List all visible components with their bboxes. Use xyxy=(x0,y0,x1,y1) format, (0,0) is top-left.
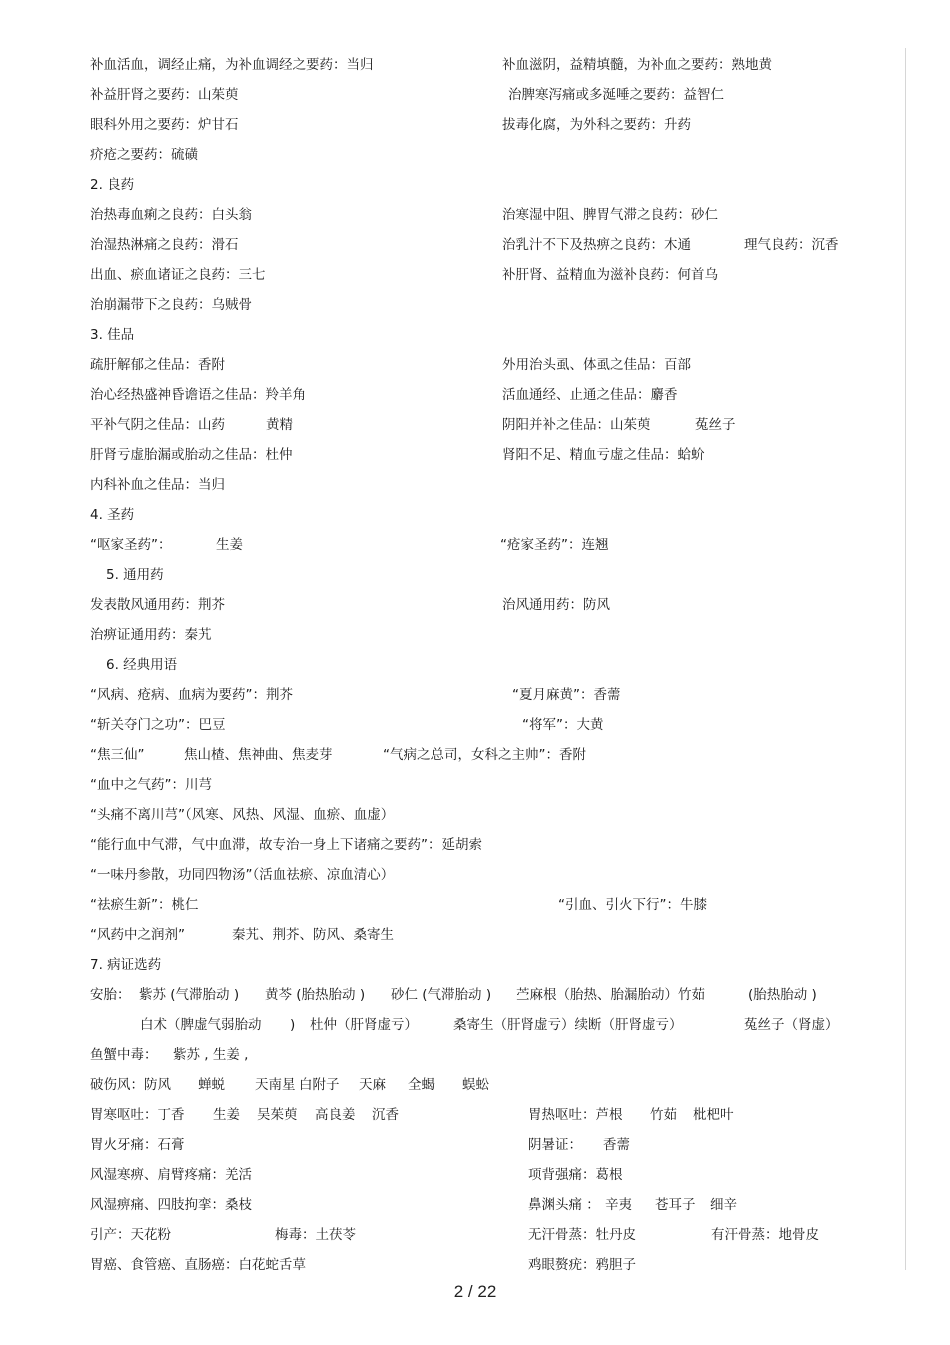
text-cell: 细辛 xyxy=(710,1197,737,1213)
text-line xyxy=(90,473,880,497)
text-cell: 菟丝子 xyxy=(695,417,736,433)
text-cell: 菟丝子（肾虚） xyxy=(744,1017,839,1033)
text-line xyxy=(90,833,880,857)
text-cell: 蝉蜕 xyxy=(198,1077,225,1093)
text-line xyxy=(90,923,880,947)
text-cell: 桑寄生（肝肾虚亏）续断（肝肾虚亏） xyxy=(453,1017,683,1033)
text-line xyxy=(90,443,880,467)
text-cell: 6. 经典用语 xyxy=(106,657,178,673)
text-cell: 香薷 xyxy=(603,1137,630,1153)
text-line xyxy=(90,143,880,167)
text-cell: 吴茱萸 xyxy=(257,1107,298,1123)
text-line xyxy=(90,1073,880,1097)
text-cell: 有汗骨蒸：地骨皮 xyxy=(711,1227,819,1243)
text-line xyxy=(90,113,880,137)
text-cell: 紫苏 , 生姜 , xyxy=(173,1047,249,1063)
text-line xyxy=(90,593,880,617)
text-cell: 天南星 xyxy=(255,1077,296,1093)
text-cell: 无汗骨蒸：牡丹皮 xyxy=(528,1227,636,1243)
text-line xyxy=(90,803,880,827)
text-cell: 治风通用药：防风 xyxy=(502,597,610,613)
text-cell: “风病、疮病、血病为要药”：荆芥 xyxy=(90,687,293,703)
text-line xyxy=(90,953,880,977)
text-cell: “疮家圣药”：连翘 xyxy=(500,537,609,553)
text-cell: 拔毒化腐，为外科之要药：升药 xyxy=(502,117,691,133)
text-line xyxy=(90,1133,880,1157)
text-cell: “能行血中气滞，气中血滞，故专治一身上下诸痛之要药”：延胡索 xyxy=(90,837,482,853)
text-cell: 肝肾亏虚胎漏或胎动之佳品：杜仲 xyxy=(90,447,293,463)
text-cell: (胎热胎动 ) xyxy=(748,987,817,1003)
text-line xyxy=(90,83,880,107)
text-cell: 胃热呕吐：芦根 xyxy=(528,1107,623,1123)
text-cell: 疏肝解郁之佳品：香附 xyxy=(90,357,225,373)
text-line xyxy=(90,233,880,257)
text-cell: ) xyxy=(290,1017,296,1033)
text-cell: 胃火牙痛：石膏 xyxy=(90,1137,185,1153)
text-cell: “斩关夺门之功”：巴豆 xyxy=(90,717,226,733)
text-line xyxy=(90,683,880,707)
text-cell: 风湿寒痹、肩臂疼痛：羌活 xyxy=(90,1167,252,1183)
text-cell: 外用治头虱、体虱之佳品：百部 xyxy=(502,357,691,373)
text-cell: 生姜 xyxy=(216,537,243,553)
text-cell: 胃癌、食管癌、直肠癌：白花蛇舌草 xyxy=(90,1257,306,1273)
text-line xyxy=(90,413,880,437)
text-line xyxy=(90,53,880,77)
text-cell: “夏月麻黄”：香薷 xyxy=(512,687,621,703)
text-cell: 治乳汁不下及热痹之良药：木通 xyxy=(502,237,691,253)
text-cell: 治寒湿中阻、脾胃气滞之良药：砂仁 xyxy=(502,207,718,223)
text-line xyxy=(90,1223,880,1247)
text-cell: 黄精 xyxy=(266,417,293,433)
text-cell: 发表散风通用药：荆芥 xyxy=(90,597,225,613)
text-cell: 胃寒呕吐：丁香 xyxy=(90,1107,185,1123)
text-cell: “引血、引火下行”：牛膝 xyxy=(558,897,707,913)
text-cell: 治热毒血痢之良药：白头翁 xyxy=(90,207,252,223)
text-cell: “血中之气药”：川芎 xyxy=(90,777,212,793)
text-line xyxy=(90,623,880,647)
text-cell: 项背强痛：葛根 xyxy=(528,1167,623,1183)
text-line xyxy=(90,653,880,677)
page-separator: / xyxy=(467,1282,473,1301)
text-cell: 沉香 xyxy=(372,1107,399,1123)
text-line xyxy=(90,983,880,1007)
text-cell: 内科补血之佳品：当归 xyxy=(90,477,225,493)
text-line xyxy=(90,1163,880,1187)
text-cell: 秦艽、荆芥、防风、桑寄生 xyxy=(232,927,394,943)
text-cell: “祛瘀生新”：桃仁 xyxy=(90,897,199,913)
text-line xyxy=(90,713,880,737)
text-cell: 天麻 xyxy=(359,1077,386,1093)
text-cell: 蜈蚣 xyxy=(462,1077,489,1093)
text-line xyxy=(90,353,880,377)
page-indicator xyxy=(0,1282,950,1302)
text-cell: 7. 病证选药 xyxy=(90,957,162,973)
text-cell: “一味丹参散，功同四物汤”（活血祛瘀、凉血清心） xyxy=(90,867,395,883)
text-cell: 平补气阴之佳品：山药 xyxy=(90,417,225,433)
text-line xyxy=(90,383,880,407)
text-cell: 疥疮之要药：硫磺 xyxy=(90,147,198,163)
text-cell: 鱼蟹中毒： xyxy=(90,1047,158,1063)
text-line xyxy=(90,263,880,287)
text-cell: 补血活血，调经止痛，为补血调经之要药：当归 xyxy=(90,57,374,73)
text-cell: 焦山楂、焦神曲、焦麦芽 xyxy=(184,747,333,763)
text-cell: 3. 佳品 xyxy=(90,327,135,343)
text-cell: 4. 圣药 xyxy=(90,507,135,523)
text-cell: 紫苏 (气滞胎动 ) xyxy=(139,987,240,1003)
text-cell: 眼科外用之要药：炉甘石 xyxy=(90,117,239,133)
text-cell: 枇杷叶 xyxy=(693,1107,734,1123)
text-cell: “风药中之润剂” xyxy=(90,927,185,943)
page-total: 22 xyxy=(477,1282,497,1301)
text-line xyxy=(90,563,880,587)
text-line xyxy=(90,323,880,347)
text-cell: 全蝎 xyxy=(408,1077,435,1093)
text-line xyxy=(90,773,880,797)
text-cell: 苍耳子 xyxy=(655,1197,696,1213)
page-edge-divider xyxy=(905,48,906,1270)
text-cell: 治痹证通用药：秦艽 xyxy=(90,627,212,643)
text-line xyxy=(90,173,880,197)
text-cell: “焦三仙” xyxy=(90,747,145,763)
text-cell: 风湿痹痛、四肢拘挛：桑枝 xyxy=(90,1197,252,1213)
text-cell: 治心经热盛神昏谵语之佳品：羚羊角 xyxy=(90,387,306,403)
text-cell: 补肝肾、益精血为滋补良药：何首乌 xyxy=(502,267,718,283)
text-cell: 高良姜 xyxy=(315,1107,356,1123)
text-cell: 白术（脾虚气弱胎动 xyxy=(140,1017,262,1033)
text-line xyxy=(90,1013,880,1037)
text-cell: “气病之总司，女科之主帅”：香附 xyxy=(383,747,586,763)
text-cell: 黄芩 (胎热胎动 ) xyxy=(265,987,366,1003)
text-cell: 辛夷 xyxy=(605,1197,632,1213)
text-line xyxy=(90,1103,880,1127)
text-cell: 治脾寒泻痛或多涎唾之要药：益智仁 xyxy=(508,87,724,103)
text-cell: 引产：天花粉 xyxy=(90,1227,171,1243)
text-line xyxy=(90,1043,880,1067)
text-cell: 活血通经、止通之佳品：麝香 xyxy=(502,387,678,403)
text-cell: 白附子 xyxy=(299,1077,340,1093)
text-cell: “将军”：大黄 xyxy=(522,717,604,733)
text-line xyxy=(90,893,880,917)
text-cell: 阴暑证： xyxy=(528,1137,582,1153)
page-current: 2 xyxy=(453,1282,464,1301)
text-line xyxy=(90,863,880,887)
text-line xyxy=(90,1253,880,1277)
text-cell: 治崩漏带下之良药：乌贼骨 xyxy=(90,297,252,313)
text-cell: 5. 通用药 xyxy=(106,567,164,583)
text-cell: 鸡眼赘疣：鸦胆子 xyxy=(528,1257,636,1273)
text-cell: 破伤风：防风 xyxy=(90,1077,171,1093)
text-line xyxy=(90,293,880,317)
text-cell: 苎麻根（胎热、胎漏胎动）竹茹 xyxy=(516,987,705,1003)
text-cell: 生姜 xyxy=(213,1107,240,1123)
text-cell: 治湿热淋痛之良药：滑石 xyxy=(90,237,239,253)
text-cell: 补血滋阴，益精填髓，为补血之要药：熟地黄 xyxy=(502,57,772,73)
text-cell: “头痛不离川芎”（风寒、风热、风湿、血瘀、血虚） xyxy=(90,807,395,823)
text-line xyxy=(90,203,880,227)
text-line xyxy=(90,533,880,557)
text-cell: 理气良药：沉香 xyxy=(744,237,839,253)
text-cell: 肾阳不足、精血亏虚之佳品：蛤蚧 xyxy=(502,447,705,463)
text-cell: 鼻渊头痛 ： xyxy=(528,1197,600,1213)
text-cell: 补益肝肾之要药：山茱萸 xyxy=(90,87,239,103)
text-cell: 出血、瘀血诸证之良药：三七 xyxy=(90,267,266,283)
text-line xyxy=(90,743,880,767)
text-cell: 安胎： xyxy=(90,987,131,1003)
text-cell: 阴阳并补之佳品：山茱萸 xyxy=(502,417,651,433)
text-cell: 杜仲（肝肾虚亏） xyxy=(310,1017,418,1033)
text-cell: 梅毒：土茯苓 xyxy=(275,1227,356,1243)
text-line xyxy=(90,503,880,527)
text-cell: 2. 良药 xyxy=(90,177,135,193)
text-line xyxy=(90,1193,880,1217)
text-cell: 竹茹 xyxy=(650,1107,677,1123)
text-cell: “呕家圣药”： xyxy=(90,537,172,553)
text-cell: 砂仁 (气滞胎动 ) xyxy=(391,987,492,1003)
